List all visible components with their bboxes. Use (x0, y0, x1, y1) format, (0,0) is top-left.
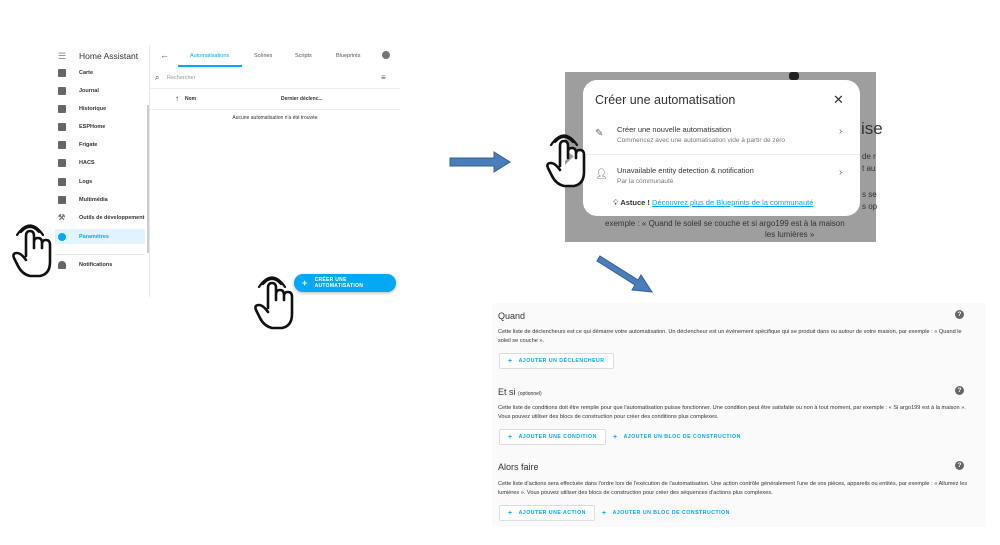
add-building-block-button[interactable]: + AJOUTER UN BLOC DE CONSTRUCTION (602, 509, 730, 517)
search-icon: ⌕ (155, 73, 160, 82)
media-icon (58, 196, 66, 204)
divider (583, 154, 860, 155)
sidebar-item-label: Notifications (79, 261, 113, 268)
create-automation-dialog-screenshot (565, 72, 883, 242)
button-label: AJOUTER UNE CONDITION (518, 434, 597, 440)
gear-icon (58, 233, 66, 241)
tip-label: Astuce ! (620, 198, 650, 207)
background-text: de r (862, 152, 876, 161)
dialog (583, 80, 860, 216)
sidebar-item-esphome[interactable] (55, 119, 145, 134)
section-description: Cette liste d'actions sera effectuée dans l'ordre lors de l'exécution de l'automatisation. Une action contrôle généralement l'une de vos pièces, appareils ou entités, par exemple : « Allumez les lumières ». Vous pouvez utiliser des blocs de construction pour créer des séquences d'actions plus complexes. (498, 481, 968, 496)
sidebar-item-label: Historique (79, 105, 107, 112)
tip (613, 198, 813, 208)
sidebar-item-parametres[interactable] (55, 229, 145, 244)
sidebar-item-label: Logs (79, 178, 93, 185)
button-label: AJOUTER UN BLOC DE CONSTRUCTION (612, 510, 730, 516)
tab-scenes[interactable]: Scènes (254, 53, 273, 59)
background-text: s op (862, 202, 878, 211)
section-description: Cette liste de déclencheurs est ce qui démarre votre automatisation. Un déclencheur est un événement spécifique qui se produit dans ou autour de votre maison, par exemple : « Quand le soleil se couche ». (498, 329, 962, 344)
background-text: s se (862, 190, 877, 199)
sidebar-item-notifications[interactable] (55, 257, 145, 272)
search-bar[interactable] (150, 69, 400, 89)
camera-icon (58, 141, 66, 149)
optional-label: (optionnel) (518, 391, 542, 397)
sidebar-item-label: Outils de développement (79, 214, 145, 221)
sidebar-header (50, 49, 138, 63)
pointing-hand-icon (12, 226, 52, 280)
background-text: les lumières » (765, 230, 815, 239)
button-label: AJOUTER UNE ACTION (518, 510, 586, 516)
section-description: Cette liste de conditions doit être remplie pour que l'automatisation puisse fonctionner. Une condition peut être satisfaite ou non à tout moment, par exemple : « Si argo199 est à la maison ». Vous pouvez utiliser des blocs de construction pour créer des conditions plus complexes. (498, 405, 966, 420)
active-tab-indicator (178, 65, 242, 67)
chart-icon (58, 105, 66, 113)
avatar-fragment (789, 72, 799, 80)
sidebar-scrollbar[interactable] (147, 105, 149, 253)
empty-message: Aucune automatisation n'a été trouvée (232, 115, 318, 121)
sidebar-item-carte[interactable] (55, 65, 145, 80)
sidebar-item-frigate[interactable] (55, 137, 145, 152)
create-automation-button[interactable] (294, 274, 396, 292)
dialog-title: Créer une automatisation (595, 93, 736, 107)
table-header (150, 90, 400, 110)
menu-icon[interactable]: ☰ (58, 50, 67, 61)
chevron-right-icon: › (839, 167, 843, 178)
tab-scripts[interactable]: Scripts (295, 53, 312, 59)
list-icon (58, 87, 66, 95)
option-blueprint[interactable] (583, 157, 860, 195)
hacs-icon (58, 159, 66, 167)
option-title: Créer une nouvelle automatisation (617, 125, 732, 134)
background-text: t au (862, 164, 876, 173)
app-title: Home Assistant (79, 51, 139, 61)
sidebar-item-logs[interactable] (55, 174, 145, 189)
sidebar-item-label: Multimédia (79, 196, 108, 203)
close-icon[interactable]: ✕ (833, 92, 844, 107)
pointing-hand-icon (254, 278, 294, 332)
sidebar-item-label: HACS (79, 159, 95, 166)
help-icon[interactable] (382, 51, 390, 59)
option-subtitle: Commencez avec une automatisation vide à partir de zéro (617, 137, 786, 144)
sidebar-divider (55, 254, 145, 255)
sidebar-item-journal[interactable] (55, 83, 145, 98)
sidebar-item-label: Frigate (79, 141, 98, 148)
blueprints-link[interactable]: Découvrez plus de Blueprints de la communauté (652, 198, 814, 207)
add-condition-button[interactable]: + AJOUTER UNE CONDITION (499, 429, 606, 445)
filter-icon[interactable]: ≡ (381, 73, 386, 82)
plus-icon: + (302, 278, 308, 288)
automations-list-screenshot (50, 45, 400, 297)
right-arrow-icon (448, 150, 514, 174)
add-trigger-button[interactable]: + AJOUTER UN DÉCLENCHEUR (499, 353, 614, 369)
button-label: AJOUTER UN DÉCLENCHEUR (518, 358, 605, 364)
sort-arrow-icon[interactable]: ↑ (175, 94, 179, 103)
section-title-et-si (498, 387, 542, 397)
help-icon[interactable]: ? (955, 461, 964, 470)
background-text: ise (861, 119, 883, 138)
help-icon[interactable]: ? (955, 310, 964, 319)
section-title-alors-faire: Alors faire (498, 462, 539, 472)
button-label: AJOUTER UN BLOC DE CONSTRUCTION (623, 434, 741, 440)
logs-icon (58, 178, 66, 186)
create-automation-label: CRÉER UNE AUTOMATISATION (314, 277, 364, 289)
person-icon: 👤︎ (595, 169, 608, 180)
section-title-quand: Quand (498, 311, 526, 321)
tab-automatisations[interactable]: Automatisations (190, 53, 230, 59)
pointing-hand-icon (546, 136, 586, 190)
lightbulb-icon: 💡︎ (613, 198, 619, 207)
automation-editor-screenshot (492, 303, 986, 527)
bell-icon (58, 261, 66, 269)
tab-bar (150, 45, 400, 67)
back-arrow-icon[interactable]: ← (160, 50, 169, 60)
esphome-icon (58, 123, 66, 131)
map-icon (58, 69, 66, 77)
column-last-triggered[interactable]: Dernier déclenc... (281, 96, 323, 102)
add-action-button[interactable]: + AJOUTER UNE ACTION (499, 505, 595, 521)
main-content (150, 45, 400, 297)
sidebar-item-dev-tools[interactable] (55, 210, 145, 225)
sidebar-item-label: Journal (79, 87, 99, 94)
sidebar-item-label: Paramètres (79, 233, 109, 240)
hammer-icon: ⚒ (58, 212, 66, 222)
sidebar-item-label: ESPHome (79, 123, 106, 130)
sidebar-item-label: Carte (79, 69, 94, 76)
sidebar-item-hacs[interactable] (55, 155, 145, 170)
option-subtitle: Par la communauté (617, 178, 674, 185)
column-name[interactable]: Nom (185, 96, 197, 102)
sidebar (50, 45, 150, 297)
sidebar-item-historique[interactable] (55, 101, 145, 116)
help-icon[interactable]: ? (955, 386, 964, 395)
option-title: Unavailable entity detection & notification (617, 166, 754, 175)
search-input[interactable]: Rechercher (167, 75, 196, 81)
tab-blueprints[interactable]: Blueprints (336, 53, 361, 59)
chevron-right-icon: › (839, 126, 843, 137)
diagonal-arrow-icon (594, 252, 656, 296)
add-building-block-button[interactable]: + AJOUTER UN BLOC DE CONSTRUCTION (613, 433, 741, 441)
pencil-icon: ✎ (595, 128, 604, 139)
background-text: exemple : « Quand le soleil se couche et si argo199 est à la maison (605, 219, 845, 228)
sidebar-item-multimedia[interactable] (55, 192, 145, 207)
option-new-automation[interactable] (583, 116, 860, 154)
section-title: Et si (498, 387, 516, 397)
